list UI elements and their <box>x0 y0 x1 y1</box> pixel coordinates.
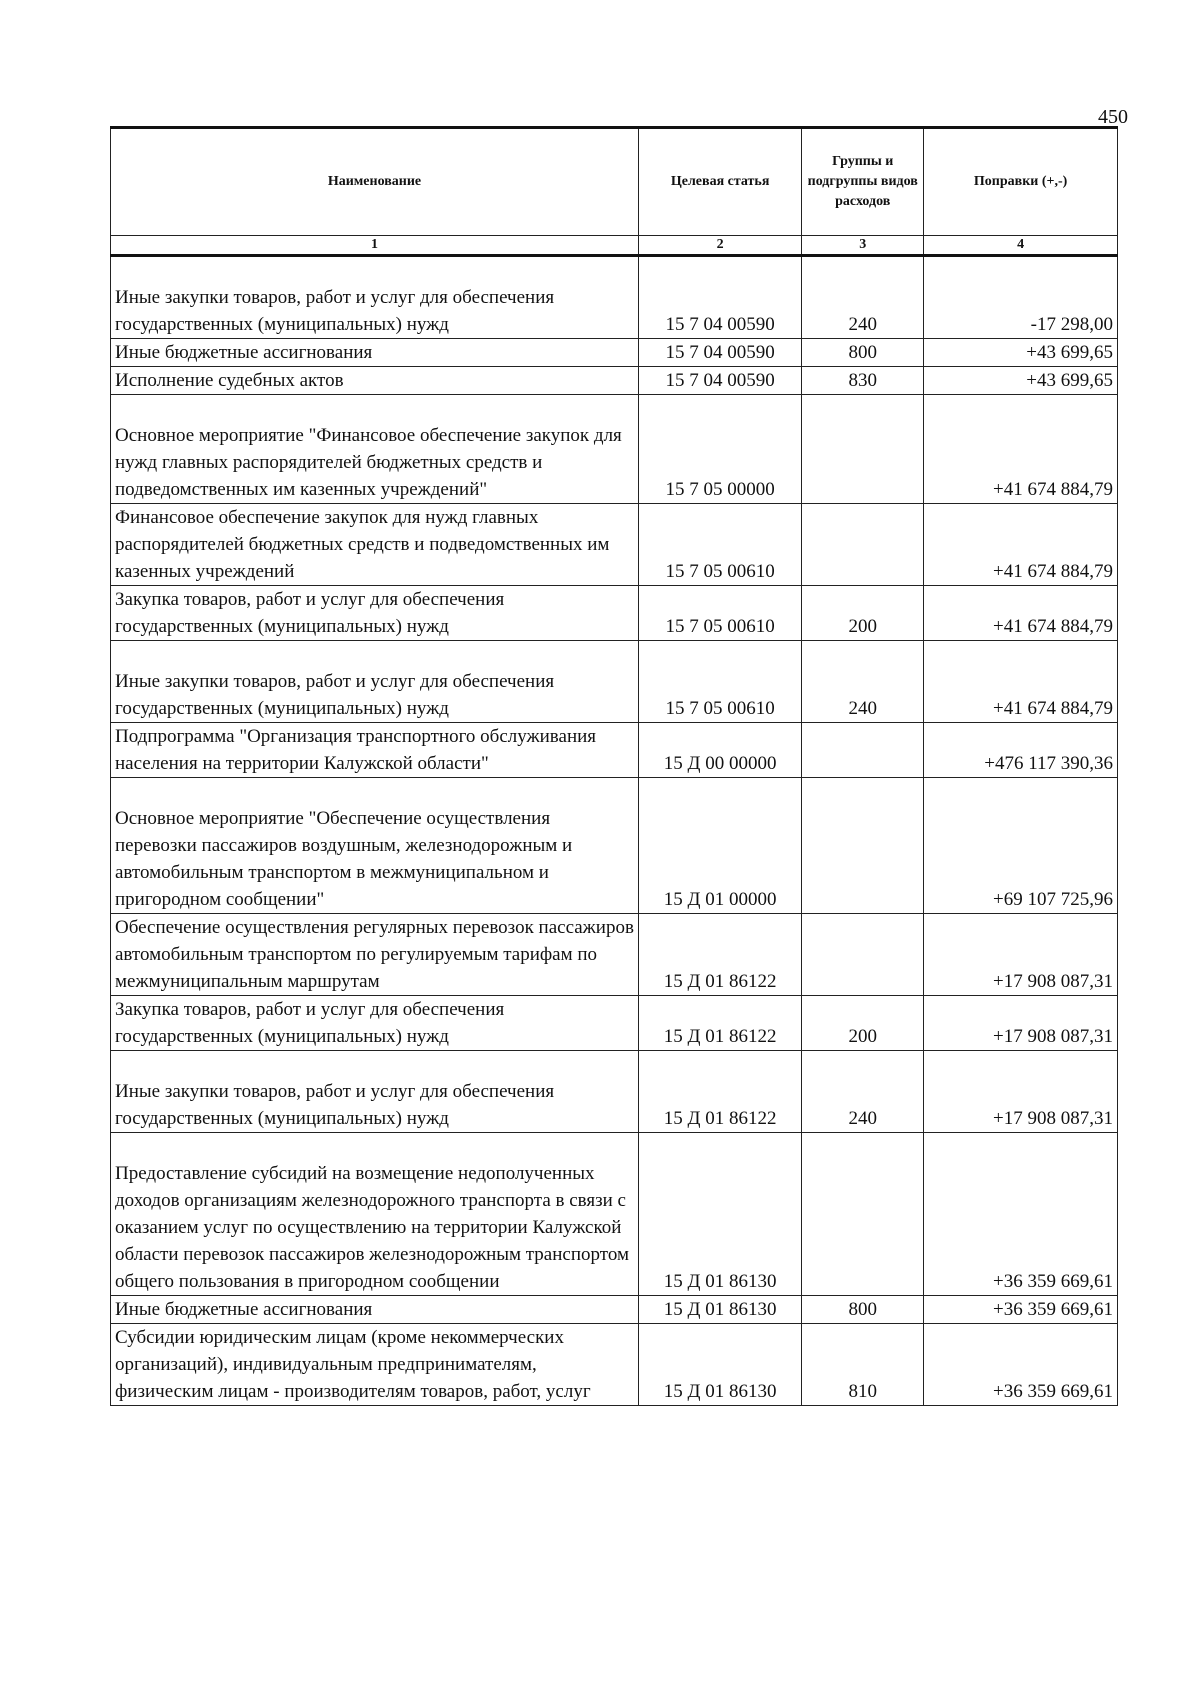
row-name: Закупка товаров, работ и услуг для обеспечения государственных (муниципальных) нужд <box>111 996 639 1051</box>
row-group <box>802 504 924 586</box>
row-group: 800 <box>802 339 924 367</box>
table-row <box>111 339 1118 367</box>
table-row <box>111 996 1118 1051</box>
row-name: Закупка товаров, работ и услуг для обеспечения государственных (муниципальных) нужд <box>111 586 639 641</box>
table-row <box>111 395 1118 504</box>
column-number: 2 <box>638 236 801 256</box>
row-code: 15 7 05 00610 <box>638 504 801 586</box>
row-name: Подпрограмма "Организация транспортного обслуживания населения на территории Калужской области" <box>111 723 639 778</box>
row-group: 200 <box>802 586 924 641</box>
row-code: 15 7 04 00590 <box>638 339 801 367</box>
row-code: 15 7 05 00000 <box>638 395 801 504</box>
header-row <box>111 128 1118 236</box>
header-group: Группы и подгруппы видов расходов <box>802 128 924 236</box>
row-code: 15 7 04 00590 <box>638 256 801 339</box>
table-row <box>111 504 1118 586</box>
row-code: 15 Д 00 00000 <box>638 723 801 778</box>
table-row <box>111 1133 1118 1296</box>
table-row <box>111 914 1118 996</box>
row-amount: +41 674 884,79 <box>924 641 1118 723</box>
table-row <box>111 256 1118 339</box>
row-group: 240 <box>802 641 924 723</box>
row-amount: +17 908 087,31 <box>924 996 1118 1051</box>
row-code: 15 Д 01 86130 <box>638 1296 801 1324</box>
header-name: Наименование <box>111 128 639 236</box>
row-name: Субсидии юридическим лицам (кроме некоммерческих организаций), индивидуальным предпринимателям, физическим лицам - производителям товаров, работ, услуг <box>111 1324 639 1406</box>
row-amount: +41 674 884,79 <box>924 504 1118 586</box>
table-row <box>111 367 1118 395</box>
header-amount: Поправки (+,-) <box>924 128 1118 236</box>
row-name: Исполнение судебных актов <box>111 367 639 395</box>
row-group <box>802 723 924 778</box>
table-row <box>111 1296 1118 1324</box>
row-amount: +41 674 884,79 <box>924 395 1118 504</box>
page-number: 450 <box>1098 106 1128 128</box>
row-group: 810 <box>802 1324 924 1406</box>
row-group: 240 <box>802 256 924 339</box>
row-name: Иные бюджетные ассигнования <box>111 1296 639 1324</box>
row-group <box>802 914 924 996</box>
table-row <box>111 586 1118 641</box>
column-number: 3 <box>802 236 924 256</box>
row-name: Финансовое обеспечение закупок для нужд главных распорядителей бюджетных средств и подведомственных им казенных учреждений <box>111 504 639 586</box>
row-name: Предоставление субсидий на возмещение недополученных доходов организациям железнодорожного транспорта в связи с оказанием услуг по осуществлению на территории Калужской области перевозок пассажиров железнодорожным транспортом общего пользования в пригородном сообщении <box>111 1133 639 1296</box>
row-amount: +43 699,65 <box>924 367 1118 395</box>
row-code: 15 Д 01 86130 <box>638 1133 801 1296</box>
row-name: Иные закупки товаров, работ и услуг для обеспечения государственных (муниципальных) нужд <box>111 641 639 723</box>
column-number-row <box>111 236 1118 256</box>
row-amount: +476 117 390,36 <box>924 723 1118 778</box>
row-code: 15 7 04 00590 <box>638 367 801 395</box>
table-row <box>111 1324 1118 1406</box>
row-amount: +17 908 087,31 <box>924 914 1118 996</box>
row-name: Основное мероприятие "Обеспечение осуществления перевозки пассажиров воздушным, железнодорожным и автомобильным транспортом в межмуниципальном и пригородном сообщении" <box>111 778 639 914</box>
row-group <box>802 1133 924 1296</box>
table-row <box>111 1051 1118 1133</box>
column-number: 4 <box>924 236 1118 256</box>
row-name: Иные закупки товаров, работ и услуг для обеспечения государственных (муниципальных) нужд <box>111 1051 639 1133</box>
row-amount: +41 674 884,79 <box>924 586 1118 641</box>
row-amount: +43 699,65 <box>924 339 1118 367</box>
row-amount: +36 359 669,61 <box>924 1324 1118 1406</box>
row-amount: +69 107 725,96 <box>924 778 1118 914</box>
row-amount: +17 908 087,31 <box>924 1051 1118 1133</box>
row-name: Иные закупки товаров, работ и услуг для обеспечения государственных (муниципальных) нужд <box>111 256 639 339</box>
row-code: 15 Д 01 86122 <box>638 1051 801 1133</box>
row-name: Иные бюджетные ассигнования <box>111 339 639 367</box>
row-group: 800 <box>802 1296 924 1324</box>
table-row <box>111 641 1118 723</box>
table-row <box>111 723 1118 778</box>
column-number: 1 <box>111 236 639 256</box>
table-row <box>111 778 1118 914</box>
row-amount: +36 359 669,61 <box>924 1296 1118 1324</box>
row-name: Основное мероприятие "Финансовое обеспечение закупок для нужд главных распорядителей бюджетных средств и подведомственных им казенных учреждений" <box>111 395 639 504</box>
row-code: 15 Д 01 86122 <box>638 914 801 996</box>
row-group: 200 <box>802 996 924 1051</box>
row-group: 240 <box>802 1051 924 1133</box>
row-group: 830 <box>802 367 924 395</box>
header-code: Целевая статья <box>638 128 801 236</box>
row-code: 15 7 05 00610 <box>638 586 801 641</box>
row-code: 15 Д 01 86130 <box>638 1324 801 1406</box>
row-code: 15 Д 01 00000 <box>638 778 801 914</box>
row-amount: -17 298,00 <box>924 256 1118 339</box>
row-amount: +36 359 669,61 <box>924 1133 1118 1296</box>
row-code: 15 7 05 00610 <box>638 641 801 723</box>
row-group <box>802 778 924 914</box>
row-group <box>802 395 924 504</box>
row-code: 15 Д 01 86122 <box>638 996 801 1051</box>
budget-table <box>110 126 1118 1406</box>
row-name: Обеспечение осуществления регулярных перевозок пассажиров автомобильным транспортом по регулируемым тарифам по межмуниципальным маршрутам <box>111 914 639 996</box>
